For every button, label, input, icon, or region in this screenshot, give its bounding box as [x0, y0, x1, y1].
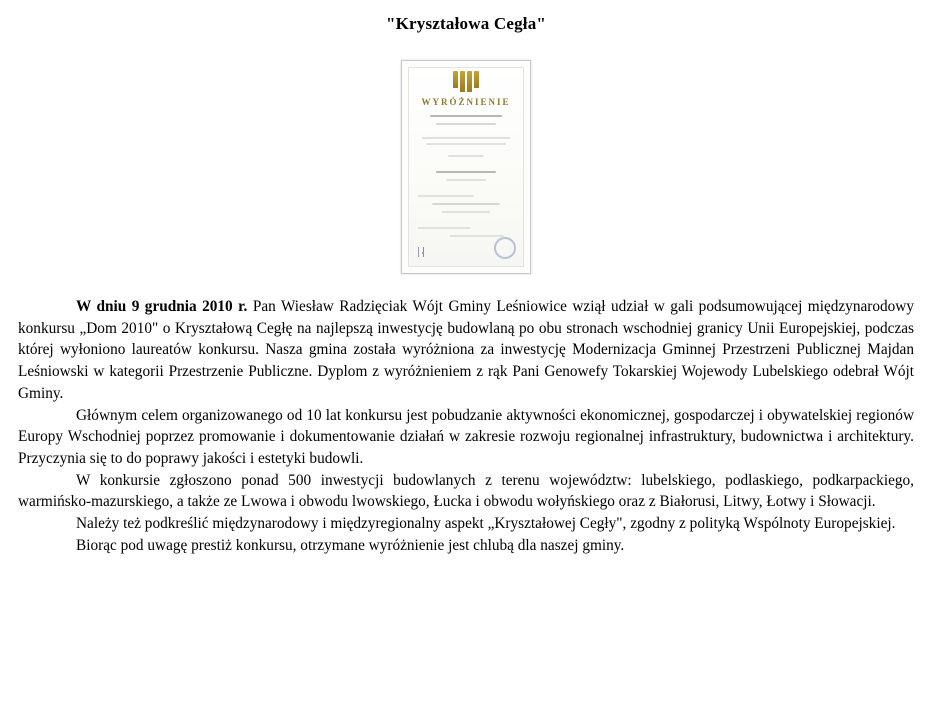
article-body — [18, 296, 914, 557]
certificate-heading: WYRÓŻNIENIE — [421, 97, 511, 107]
certificate-text-line — [418, 195, 474, 197]
certificate-text-line — [436, 123, 496, 125]
certificate-text-line — [442, 211, 490, 213]
paragraph-text: Pan Wiesław Radzięciak Wójt Gminy Leśniowice wziął udział w gali podsumowującej międzynarodowy konkursu „Dom 2010" o Kryształową Cegłę na najlepszą inwestycję budowlaną po obu stronach wschodniej granicy Unii Europejskiej, podczas której wyłoniono laureatów konkursu. Nasza gmina została wyróżniona za inwestycję Modernizacja Gminnej Przestrzeni Publicznej Majdan Leśniowski w kategorii Przestrzenie Publiczne. Dyplom z wyróżnieniem z rąk Pani Genowefy Tokarskiej Wojewody Lubelskiego odebrał Wójt Gminy. — [18, 298, 914, 402]
page-title: "Kryształowa Cegła" — [385, 14, 547, 33]
paragraph-3 — [18, 470, 914, 513]
certificate-text-line — [426, 143, 506, 145]
paragraph-text: Głównym celem organizowanego od 10 lat konkursu jest pobudzanie aktywności ekonomicznej, gospodarczej i obywatelskiej regionów Europy Wschodniej poprzez promowanie i dokumentowanie działań w zakresie rozwoju regionalnej infrastruktury, budownictwa i architektury. Przyczynia się to do poprawy jakości i estetyki budowli. — [18, 406, 914, 468]
certificate-text-line — [450, 235, 504, 237]
crest-icon — [402, 71, 530, 92]
paragraph-text: Należy też podkreślić międzynarodowy i międzyregionalny aspekt „Kryształowej Cegły", zgodny z polityką Wspólnoty Europejskiej. — [76, 515, 896, 533]
certificate-text-line — [422, 137, 510, 139]
certificate-text-line — [446, 179, 486, 181]
paragraph-4 — [18, 513, 914, 535]
paragraph-5 — [18, 535, 914, 557]
certificate-figure — [18, 60, 914, 274]
certificate-image — [401, 60, 531, 274]
certificate-text-line — [432, 203, 500, 205]
paragraph-text: Biorąc pod uwagę prestiż konkursu, otrzymane wyróżnienie jest chlubą dla naszej gminy. — [76, 536, 625, 554]
paragraph-text: W konkursie zgłoszono ponad 500 inwestycji budowlanych z terenu województw: lubelskiego, podlaskiego, podkarpackiego, warmińsko-mazurskiego, a także ze Lwowa i obwodu lwowskiego, Łucka i obwodu wołyńskiego oraz z Białorusi, Litwy, Łotwy i Słowacji. — [18, 471, 914, 511]
paragraph-2 — [18, 405, 914, 470]
certificate-text-line — [430, 115, 502, 117]
signature-mark — [416, 247, 452, 257]
certificate-text-line — [418, 227, 470, 229]
document-page — [0, 14, 932, 706]
certificate-text-line — [448, 155, 484, 157]
seal-icon — [494, 237, 516, 259]
paragraph-lead: W dniu 9 grudnia 2010 r. — [76, 298, 248, 315]
certificate-text-line — [436, 171, 496, 173]
paragraph-1 — [18, 296, 914, 405]
